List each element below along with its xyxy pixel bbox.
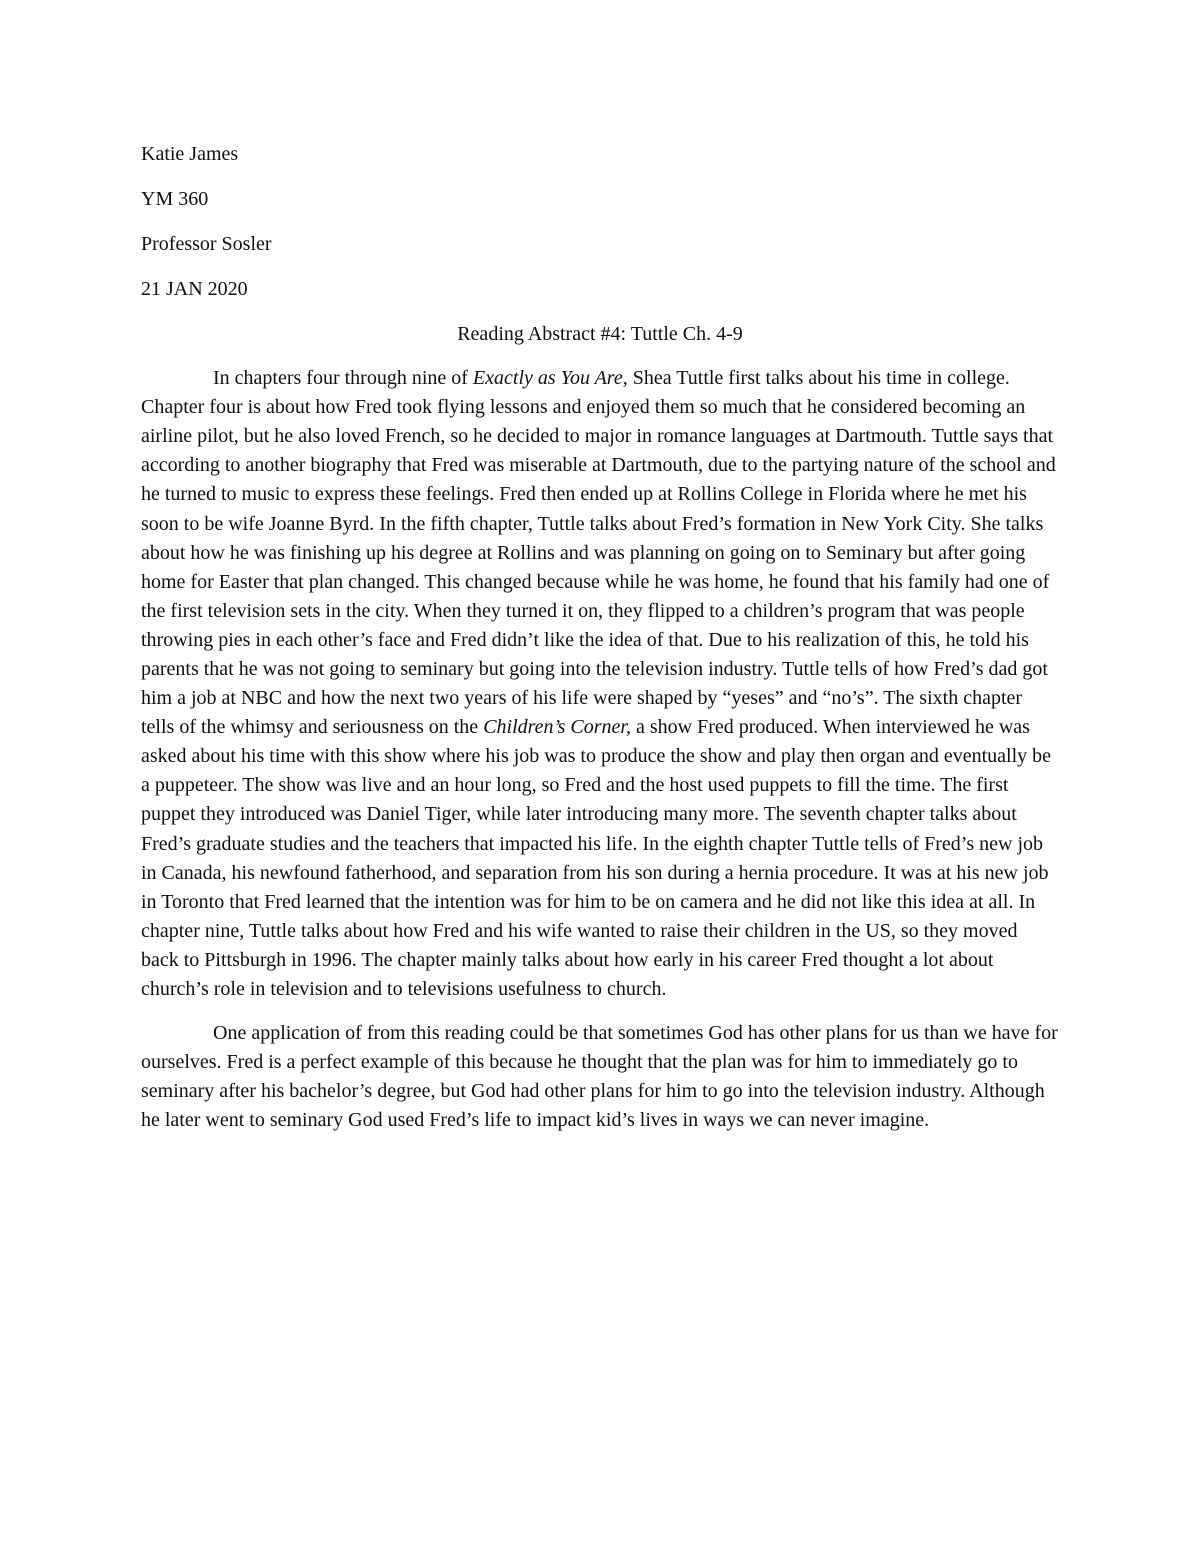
book-title: Exactly as You Are, xyxy=(472,367,628,390)
submission-date: 21 JAN 2020 xyxy=(141,277,248,300)
author-name: Katie James xyxy=(141,143,239,165)
document-body xyxy=(141,140,1059,1150)
document-title: Reading Abstract #4: Tuttle Ch. 4-9 xyxy=(457,322,743,345)
show-title: Children’s Corner, xyxy=(483,716,631,739)
paragraph-application: One application of from this reading could be that sometimes God has other plans for us than we have for ourselves. Fred is a perfect example of this because he thought that the plan was for him to immediately go to seminary after his bachelor’s degree, but God had other plans for him to go into the television industry. Although he later went to seminary God used Fred’s life to impact kid’s lives in ways we can never imagine. xyxy=(141,1022,1058,1132)
paragraph-summary xyxy=(141,364,1059,1004)
course-code: YM 360 xyxy=(141,187,209,210)
paragraph-summary-text-1: In chapters four through nine of xyxy=(213,367,473,390)
paragraph-summary-text-3: a show Fred produced. When interviewed he was asked about his time with this show where his job was to produce the show and play then organ and eventually be a puppeteer. The show was live and an hour long, so Fred and the host used puppets to fill the time. The first puppet they introduced was Daniel Tiger, while later introducing many more. The seventh chapter talks about Fred’s graduate studies and the teachers that impacted his life. In the eighth chapter Tuttle tells of Fred’s new job in Canada, his newfound fatherhood, and separation from his son during a hernia procedure. It was at his new job in Toronto that Fred learned that the intention was for him to be on camera and he did not like this idea at all. In chapter nine, Tuttle talks about how Fred and his wife wanted to raise their children in the US, so they moved back to Pittsburgh in 1996. The chapter mainly talks about how early in his career Fred thought a lot about church’s role in television and to televisions usefulness to church. xyxy=(141,716,1051,1001)
professor-name: Professor Sosler xyxy=(141,232,272,255)
paragraph-summary-text-2: Shea Tuttle first talks about his time in college. Chapter four is about how Fred took flying lessons and enjoyed them so much that he considered becoming an airline pilot, but he also loved French, so he decided to major in romance languages at Dartmouth. Tuttle says that according to another biography that Fred was miserable at Dartmouth, due to the partying nature of the school and he turned to music to express these feelings. Fred then ended up at Rollins College in Florida where he met his soon to be wife Joanne Byrd. In the fifth chapter, Tuttle talks about Fred’s formation in New York City. She talks about how he was finishing up his degree at Rollins and was planning on going on to Seminary but after going home for Easter that plan changed. This changed because while he was home, he found that his family had one of the first television sets in the city. When they turned it on, they flipped to a children’s program that was people throwing pies in each other’s face and Fred didn’t like the idea of that. Due to his realization of this, he told his parents that he was not going to seminary but going into the television industry. Tuttle tells of how Fred’s dad got him a job at NBC and how the next two years of his life were shaped by “yeses” and “no’s”. The sixth chapter tells of the whimsy and seriousness on the xyxy=(141,367,1056,739)
